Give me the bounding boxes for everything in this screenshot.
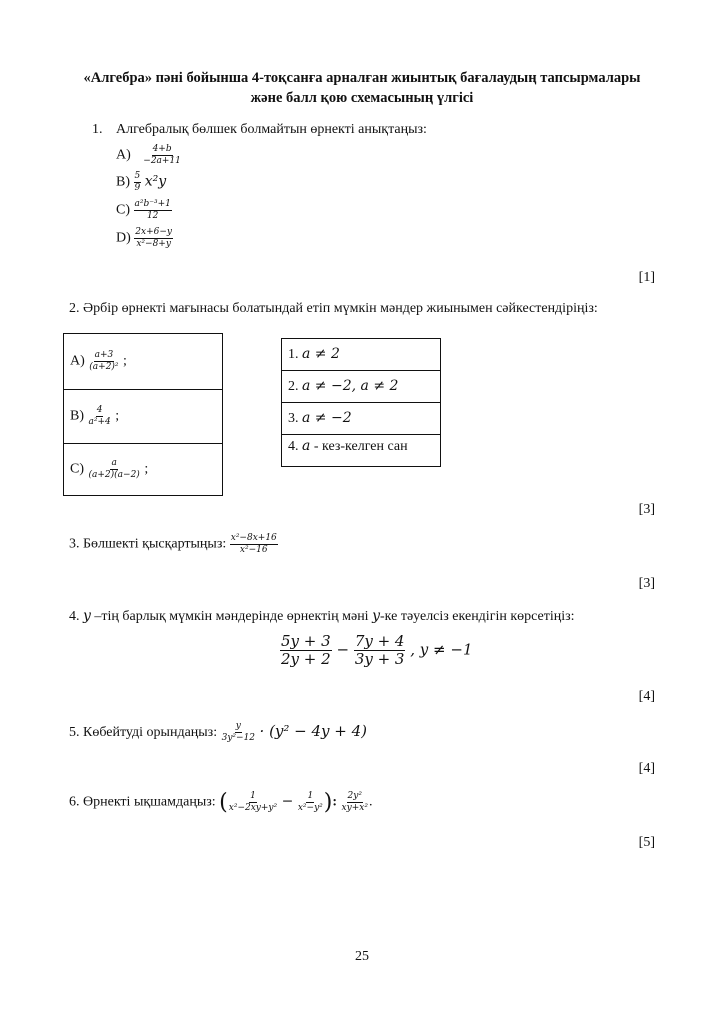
- right-2-prefix: 2.: [288, 379, 299, 394]
- q2-left-row-a: [64, 334, 223, 390]
- option-d-label: D): [116, 230, 131, 246]
- q4-f1-denominator: 2y + 2: [281, 650, 331, 668]
- q6-fraction-1: [228, 792, 278, 813]
- q6-colon: :: [332, 794, 338, 810]
- q3-score: [3]: [638, 576, 655, 591]
- q4-text-pre: 4.: [69, 609, 83, 624]
- option-b-tail: x²y: [144, 173, 167, 190]
- q6-fraction-2: [297, 792, 324, 813]
- q2-right-row-3: [282, 403, 441, 435]
- q6-f3-denominator: xy+x²: [341, 803, 368, 813]
- q2-text: 2. Әрбір өрнекті мағынасы болатындай етіп мүмкін мәндер жиынымен сәйкестендіріңіз:: [69, 301, 598, 316]
- option-c-numerator: a²b⁻³+1: [134, 199, 171, 209]
- q4-text-post: -ке тәуелсіз екендігін көрсетіңіз:: [380, 609, 575, 624]
- page-number: 25: [355, 949, 369, 964]
- q6-text: 6. Өрнекті ықшамдаңыз:: [69, 794, 216, 810]
- q5-line: [69, 722, 367, 743]
- option-d-fraction: [134, 228, 173, 249]
- q1-option-b: [116, 172, 166, 193]
- q5-numerator: y: [235, 721, 241, 732]
- option-b-numerator: 5: [134, 171, 141, 181]
- left-b-numerator: 4: [96, 405, 103, 415]
- option-c-fraction: [134, 200, 172, 221]
- option-a-fraction: [142, 145, 182, 166]
- q5-tail: · (y² − 4y + 4): [259, 722, 368, 740]
- option-c-label: C): [116, 202, 130, 218]
- q6-minus: −: [281, 793, 294, 810]
- left-c-separator: ;: [144, 461, 149, 477]
- left-b-separator: ;: [115, 408, 120, 424]
- q1-score: [1]: [638, 270, 655, 285]
- q4-fraction-2: [354, 634, 406, 667]
- left-b-fraction: [88, 406, 112, 427]
- q1-text: Алгебралық бөлшек болмайтын өрнекті анықтаңыз:: [116, 122, 427, 137]
- q3-denominator: x²−16: [239, 545, 268, 555]
- q2-right-row-1: [282, 339, 441, 371]
- q2-score: [3]: [638, 502, 655, 517]
- q4-f2-denominator: 3y + 3: [354, 650, 405, 668]
- q3-text: 3. Бөлшекті қысқартыңыз:: [69, 536, 227, 552]
- q4-condition: , y ≠ −1: [410, 640, 473, 659]
- q6-fraction-3: [341, 792, 369, 813]
- q2-right-table: [281, 338, 441, 467]
- right-2-math: a ≠ −2, a ≠ 2: [302, 378, 399, 394]
- option-d-numerator: 2x+6−y: [135, 227, 172, 237]
- q1-number: 1.: [92, 122, 103, 137]
- q4-f2-numerator: 7y + 4: [354, 632, 405, 650]
- q4-f1-numerator: 5y + 3: [281, 632, 331, 650]
- left-b-label: B): [70, 408, 84, 424]
- left-a-fraction: [88, 351, 119, 372]
- q4-var-1: y: [83, 608, 91, 624]
- left-c-label: C): [70, 461, 84, 477]
- q4-minus: −: [336, 640, 350, 659]
- q4-expression: [280, 634, 473, 667]
- left-a-label: A): [70, 353, 85, 369]
- left-a-denominator: (a+2)²: [89, 362, 119, 372]
- left-a-numerator: a+3: [94, 350, 114, 360]
- left-b-denominator: a²+4: [88, 417, 111, 427]
- q2-left-table: [63, 333, 223, 496]
- q5-text: 5. Көбейтуді орындаңыз:: [69, 725, 218, 740]
- q6-open-paren: (: [219, 790, 228, 815]
- q6-f3-numerator: 2y²: [347, 791, 362, 801]
- right-1-math: a ≠ 2: [302, 346, 340, 362]
- q6-close-paren: ): [323, 790, 333, 815]
- option-a-denominator: −2a+11: [143, 156, 181, 166]
- q3-numerator: x²−8x+16: [230, 533, 277, 543]
- q6-f2-denominator: x²−y²: [297, 803, 323, 813]
- q6-score: [5]: [638, 835, 655, 850]
- option-d-denominator: x²−8+y: [136, 239, 171, 249]
- q6-end: .: [368, 794, 373, 810]
- option-b-fraction: [134, 172, 142, 193]
- q1-option-c: [116, 200, 172, 221]
- title-line-2: және балл қою схемасының үлгісі: [250, 90, 474, 106]
- q5-denominator: 3y²−12: [221, 733, 256, 744]
- option-a-numerator: 4+b: [152, 144, 172, 154]
- left-c-numerator: a: [111, 458, 117, 468]
- q6-f1-numerator: 1: [250, 791, 256, 801]
- option-b-label: B): [116, 174, 130, 190]
- right-3-math: a ≠ −2: [302, 410, 352, 426]
- q2-left-row-b: [64, 390, 223, 444]
- q4-fraction-1: [280, 634, 332, 667]
- option-a-label: A): [116, 147, 131, 163]
- title-line-1: «Алгебра» пәні бойынша 4-тоқсанға арналған жиынтық бағалаудың тапсырмалары: [83, 70, 641, 86]
- q6-f1-denominator: x²−2xy+y²: [228, 803, 278, 813]
- option-b-denominator: 9: [134, 183, 141, 193]
- q2-right-row-4: [282, 435, 441, 467]
- q5-fraction: [221, 722, 256, 743]
- right-4-math: a: [302, 438, 311, 454]
- q3-line: [69, 534, 278, 555]
- q1-option-a: [116, 145, 182, 166]
- q6-line: [69, 790, 372, 815]
- q3-fraction: [230, 534, 278, 555]
- left-c-denominator: (a+2)(a−2): [88, 470, 140, 480]
- left-a-separator: ;: [123, 353, 127, 369]
- left-c-fraction: [88, 459, 141, 480]
- q4-text-mid: –тің барлық мүмкін мәндерінде өрнектің мәні: [90, 609, 373, 624]
- q4-var-2: y: [372, 608, 380, 624]
- q4-text: [69, 608, 575, 625]
- q5-score: [4]: [638, 761, 655, 776]
- q2-left-row-c: [64, 444, 223, 496]
- right-1-prefix: 1.: [288, 347, 299, 362]
- q4-score: [4]: [638, 689, 655, 704]
- right-3-prefix: 3.: [288, 411, 299, 426]
- right-4-prefix: 4.: [288, 439, 299, 454]
- right-4-suffix: - кез-келген сан: [310, 439, 408, 454]
- q1-option-d: [116, 228, 173, 249]
- option-c-denominator: 12: [146, 211, 159, 221]
- q2-right-row-2: [282, 371, 441, 403]
- q6-f2-numerator: 1: [307, 791, 314, 801]
